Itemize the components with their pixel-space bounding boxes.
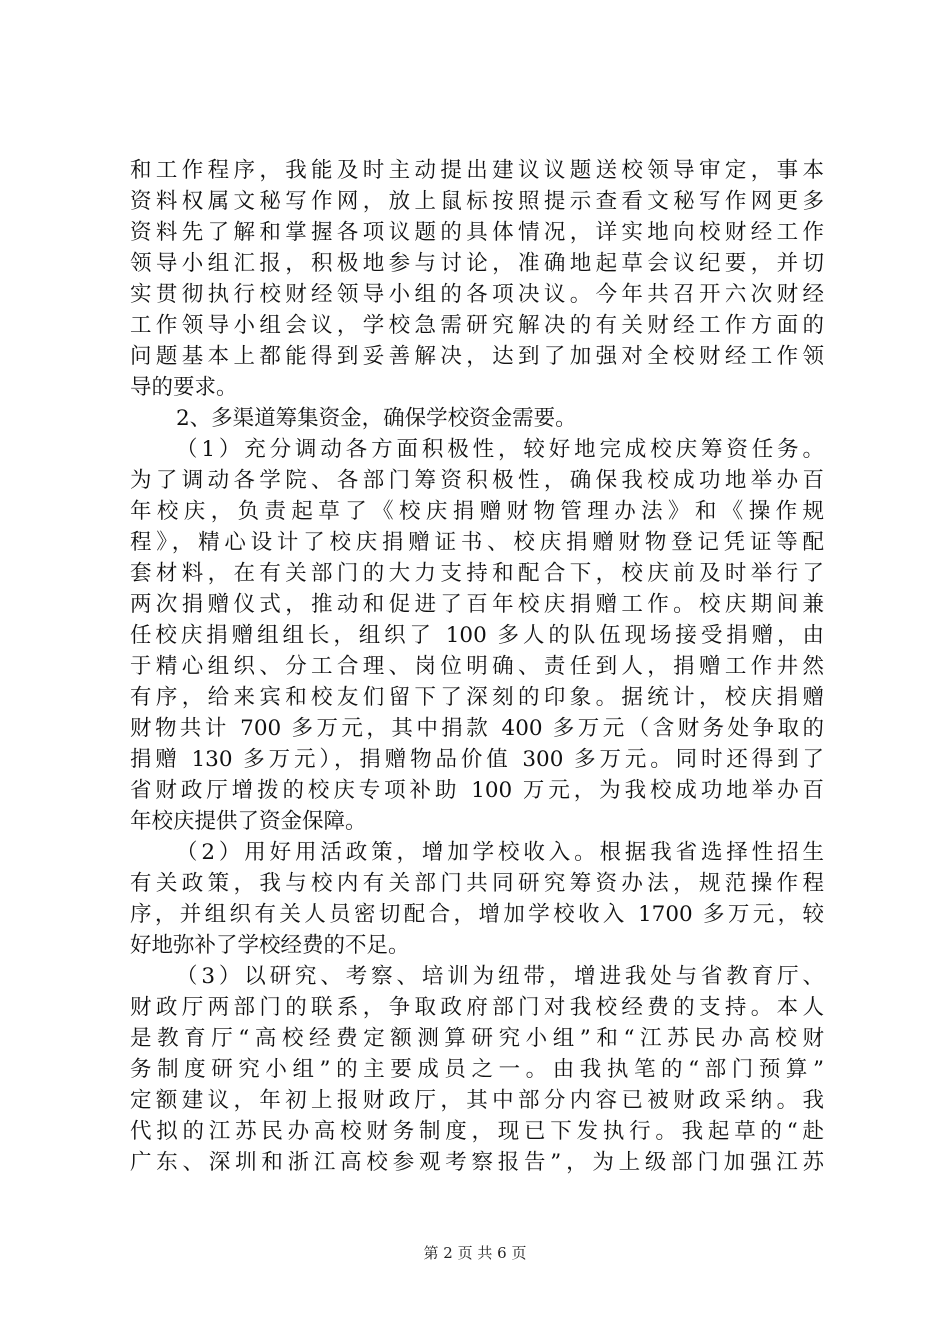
- text-line: 2、多渠道筹集资金，确保学校资金需要。: [176, 406, 577, 431]
- text-line: 问题基本上都能得到妥善解决，达到了加强对全校财经工作领: [130, 344, 824, 369]
- text-line: 有序，给来宾和校友们留下了深刻的印象。据统计，校庆捐赠: [130, 685, 824, 710]
- document-body: [130, 155, 824, 1178]
- text-line: 务制度研究小组”的主要成员之一。由我执笔的“部门预算”: [130, 1057, 824, 1082]
- text-line: 广东、深圳和浙江高校参观考察报告”，为上级部门加强江苏: [130, 1150, 824, 1175]
- text-line: 和工作程序，我能及时主动提出建议议题送校领导审定，事本: [130, 158, 824, 183]
- text-line: （3）以研究、考察、培训为纽带，增进我处与省教育厅、: [176, 964, 824, 989]
- text-line: 省财政厅增拨的校庆专项补助 100 万元，为我校成功地举办百: [130, 778, 824, 803]
- text-line: 年校庆提供了资金保障。: [130, 809, 367, 834]
- text-line: 好地弥补了学校经费的不足。: [130, 933, 410, 958]
- text-line: 领导小组汇报，积极地参与讨论，准确地起草会议纪要，并切: [130, 251, 824, 276]
- text-line: 年校庆，负责起草了《校庆捐赠财物管理办法》和《操作规: [130, 499, 824, 524]
- text-line: 资料权属文秘写作网，放上鼠标按照提示查看文秘写作网更多: [130, 189, 824, 214]
- text-line: 导的要求。: [130, 375, 238, 400]
- text-line: 财物共计 700 多万元，其中捐款 400 多万元（含财务处争取的: [130, 716, 824, 741]
- text-line: （2）用好用活政策，增加学校收入。根据我省选择性招生: [176, 840, 824, 865]
- text-line: 工作领导小组会议，学校急需研究解决的有关财经工作方面的: [130, 313, 824, 338]
- text-line: 代拟的江苏民办高校财务制度，现已下发执行。我起草的“赴: [130, 1119, 824, 1144]
- text-line: 实贯彻执行校财经领导小组的各项决议。今年共召开六次财经: [130, 282, 824, 307]
- text-line: （1）充分调动各方面积极性，较好地完成校庆筹资任务。: [176, 437, 824, 462]
- text-line: 资料先了解和掌握各项议题的具体情况，详实地向校财经工作: [130, 220, 824, 245]
- text-line: 于精心组织、分工合理、岗位明确、责任到人，捐赠工作井然: [130, 654, 824, 679]
- page-footer: 第 2 页 共 6 页: [423, 1244, 527, 1262]
- text-line: 有关政策，我与校内有关部门共同研究筹资办法，规范操作程: [130, 871, 824, 896]
- text-line: 捐赠 130 多万元），捐赠物品价值 300 多万元。同时还得到了: [130, 747, 824, 772]
- text-line: 两次捐赠仪式，推动和促进了百年校庆捐赠工作。校庆期间兼: [130, 592, 824, 617]
- text-line: 定额建议，年初上报财政厅，其中部分内容已被财政采纳。我: [130, 1088, 824, 1113]
- text-line: 程》，精心设计了校庆捐赠证书、校庆捐赠财物登记凭证等配: [130, 530, 824, 555]
- text-line: 是教育厅“高校经费定额测算研究小组”和“江苏民办高校财: [130, 1026, 824, 1051]
- text-line: 套材料，在有关部门的大力支持和配合下，校庆前及时举行了: [130, 561, 824, 586]
- text-line: 为了调动各学院、各部门筹资积极性，确保我校成功地举办百: [130, 468, 824, 493]
- text-line: 序，并组织有关人员密切配合，增加学校收入 1700 多万元，较: [130, 902, 824, 927]
- text-line: 任校庆捐赠组组长，组织了 100 多人的队伍现场接受捐赠，由: [130, 623, 824, 648]
- text-line: 财政厅两部门的联系，争取政府部门对我校经费的支持。本人: [130, 995, 824, 1020]
